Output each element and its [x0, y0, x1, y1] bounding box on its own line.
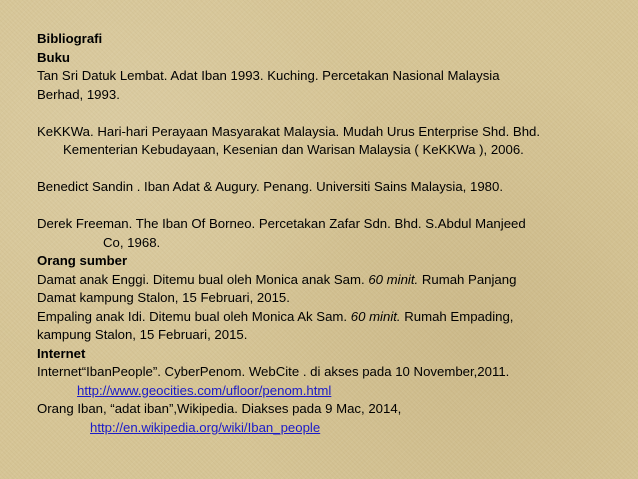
bibliography-text — [37, 30, 627, 437]
entry-line: Damat anak Enggi. Ditemu bual oleh Monica anak Sam. 60 minit. Rumah Panjang — [37, 271, 517, 287]
entry-line: kampung Stalon, 15 Februari, 2015. — [37, 327, 248, 342]
entry-line: KeKKWa. Hari-hari Perayaan Masyarakat Malaysia. Mudah Urus Enterprise Shd. Bhd. — [37, 123, 541, 139]
section-title-orang-sumber: Orang sumber — [37, 253, 128, 268]
entry-line: Derek Freeman. The Iban Of Borneo. Percetakan Zafar Sdn. Bhd. S.Abdul Manjeed — [37, 216, 526, 231]
entry-line: Benedict Sandin . Iban Adat & Augury. Penang. Universiti Sains Malaysia, 1980. — [37, 179, 503, 194]
entry-line: Kementerian Kebudayaan, Kesenian dan Warisan Malaysia ( KeKKWa ), 2006. — [63, 142, 524, 157]
page-title: Bibliografi — [37, 31, 103, 46]
entry-line: Damat kampung Stalon, 15 Februari, 2015. — [37, 290, 290, 305]
entry-line: Co, 1968. — [103, 234, 161, 250]
section-title-buku: Buku — [37, 49, 70, 65]
section-title-internet: Internet — [37, 345, 86, 361]
entry-line: Internet“IbanPeople”. CyberPenom. WebCite . di akses pada 10 November,2011. — [37, 364, 510, 379]
entry-line: Empaling anak Idi. Ditemu bual oleh Monica Ak Sam. 60 minit. Rumah Empading, — [37, 308, 514, 324]
entry-line: Berhad, 1993. — [37, 86, 120, 102]
wikipedia-link[interactable]: http://en.wikipedia.org/wiki/Iban_people — [90, 419, 321, 435]
geocities-link[interactable]: http://www.geocities.com/ufloor/penom.html — [77, 382, 332, 398]
entry-line: Orang Iban, “adat iban”,Wikipedia. Diakses pada 9 Mac, 2014, — [37, 401, 402, 416]
entry-line: Tan Sri Datuk Lembat. Adat Iban 1993. Kuching. Percetakan Nasional Malaysia — [37, 68, 500, 83]
